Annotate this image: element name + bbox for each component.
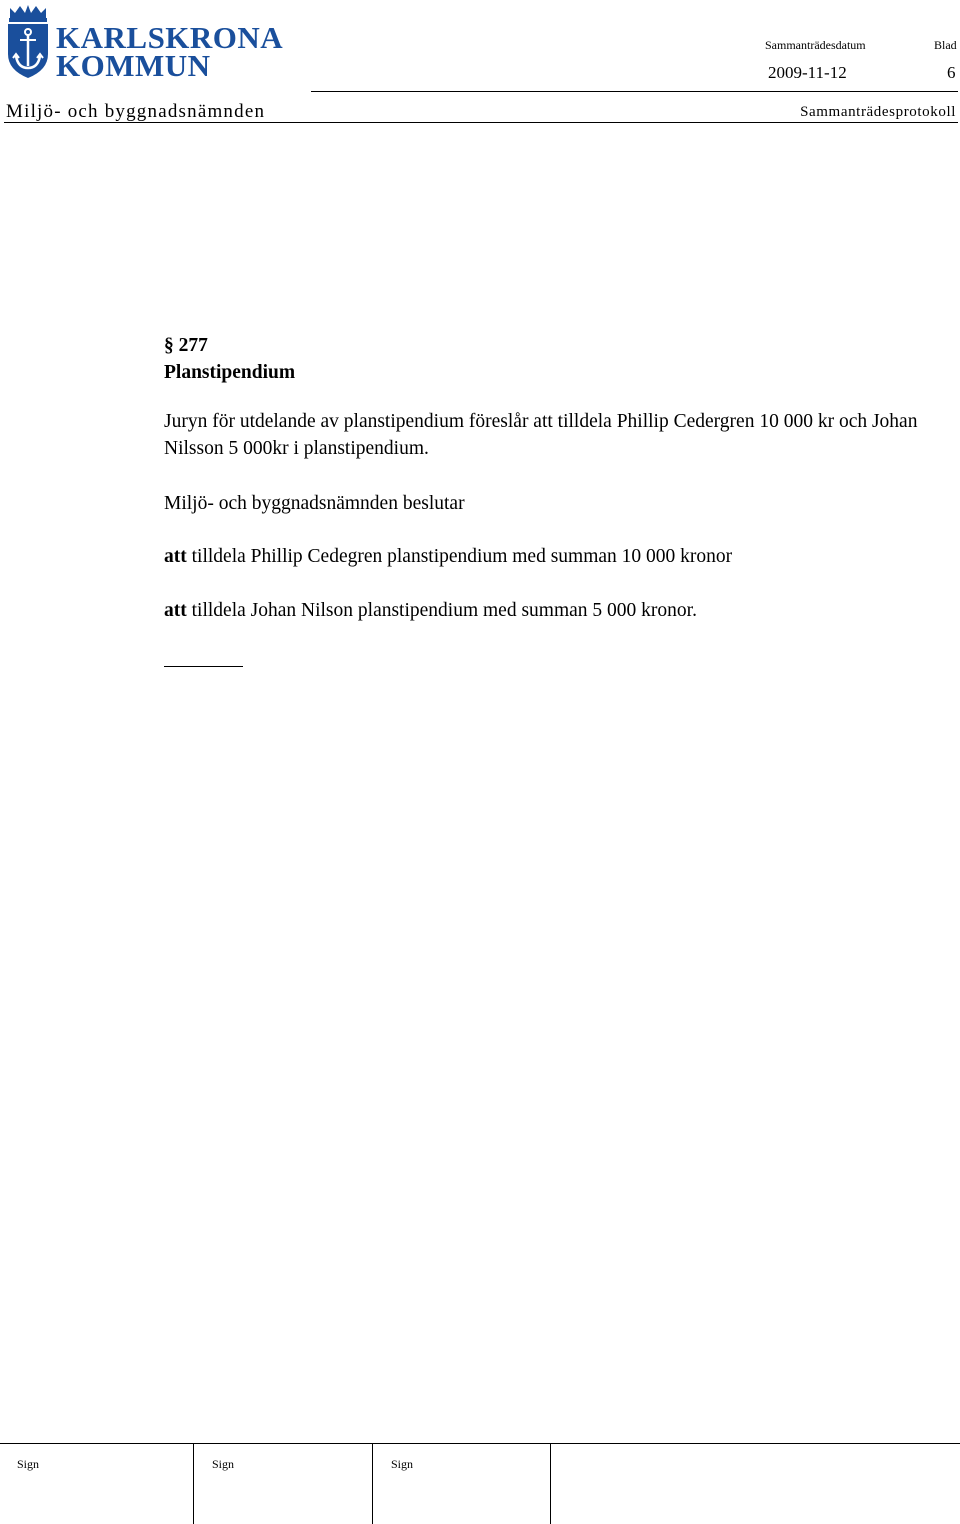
section-number: § 277: [164, 335, 208, 356]
decision-heading: Miljö- och byggnadsnämnden beslutar: [164, 493, 465, 514]
sign-row-top-border: [0, 1443, 960, 1444]
decision-text: tilldela Phillip Cedegren planstipendium med summan 10 000 kronor: [186, 546, 733, 567]
logo-line-2: KOMMUN: [56, 48, 211, 83]
header-divider-bottom: [4, 122, 958, 123]
section-title: Planstipendium: [164, 362, 296, 383]
sign-divider: [372, 1443, 373, 1524]
meeting-date-label: Sammanträdesdatum: [765, 38, 866, 52]
decision-text: tilldela Johan Nilson planstipendium med summan 5 000 kronor.: [186, 600, 697, 621]
committee-name: Miljö- och byggnadsnämnden: [6, 101, 266, 122]
document-type: Sammanträdesprotokoll: [800, 104, 956, 120]
intro-paragraph: Juryn för utdelande av planstipendium föreslår att tilldela Phillip Cedergren 10 000 kr och Johan Nilsson 5 000kr i planstipendium.: [164, 411, 918, 459]
decision-item: [164, 543, 732, 570]
sign-field-2: Sign: [212, 1457, 235, 1471]
page-number: 6: [947, 63, 956, 82]
page-label: Blad: [934, 38, 957, 52]
logo-line-1: KARLSKRONA: [56, 20, 284, 55]
sign-divider: [550, 1443, 551, 1524]
decision-item: [164, 597, 697, 624]
header-divider-top: [311, 91, 958, 92]
karlskrona-kommun-logo: [4, 4, 304, 83]
section-end-line: [164, 666, 243, 667]
att-keyword: att: [164, 546, 187, 567]
att-keyword: att: [164, 600, 187, 621]
sign-divider: [193, 1443, 194, 1524]
sign-field-3: Sign: [391, 1457, 414, 1471]
sign-field-1: Sign: [17, 1457, 40, 1471]
meeting-date-value: 2009-11-12: [768, 63, 847, 82]
coat-of-arms-anchor-icon: [4, 4, 52, 80]
